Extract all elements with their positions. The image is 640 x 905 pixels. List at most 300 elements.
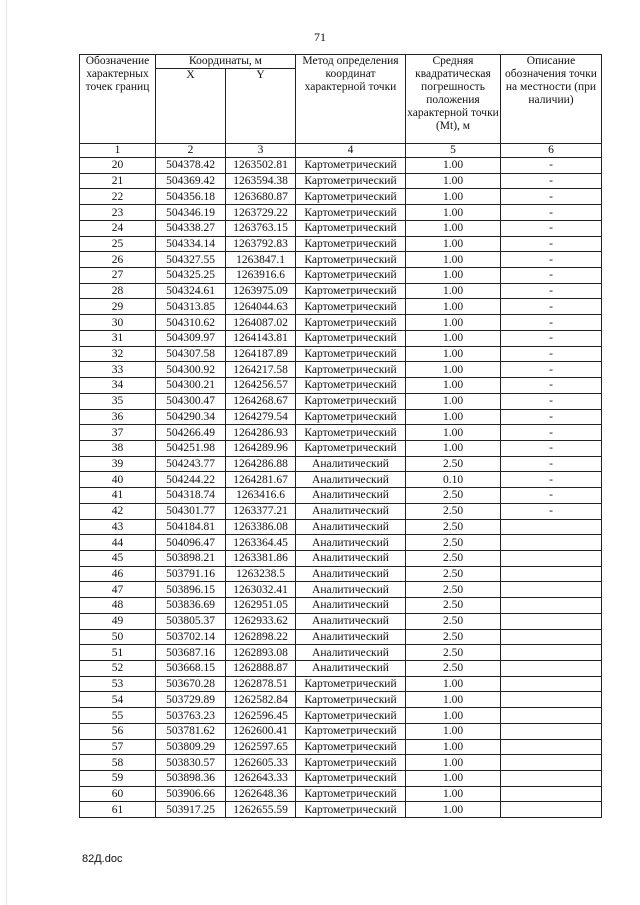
y-coordinate-cell: 1264286.88 bbox=[226, 456, 296, 472]
error-cell: 2.50 bbox=[406, 488, 501, 504]
point-number-cell: 25 bbox=[80, 236, 156, 252]
table-row bbox=[80, 252, 602, 268]
point-number-cell: 44 bbox=[80, 535, 156, 551]
method-cell: Картометрический bbox=[296, 440, 406, 456]
description-cell: - bbox=[501, 378, 602, 394]
method-cell: Картометрический bbox=[296, 158, 406, 174]
description-cell: - bbox=[501, 252, 602, 268]
table-row bbox=[80, 488, 602, 504]
method-cell: Аналитический bbox=[296, 503, 406, 519]
error-cell: 1.00 bbox=[406, 739, 501, 755]
x-coordinate-cell: 503763.23 bbox=[156, 708, 226, 724]
x-coordinate-cell: 504327.55 bbox=[156, 252, 226, 268]
description-cell bbox=[501, 566, 602, 582]
table-row bbox=[80, 409, 602, 425]
column-number: 2 bbox=[156, 144, 226, 158]
table-row bbox=[80, 708, 602, 724]
description-cell: - bbox=[501, 236, 602, 252]
table-row bbox=[80, 268, 602, 284]
description-cell: - bbox=[501, 158, 602, 174]
y-coordinate-cell: 1262933.62 bbox=[226, 613, 296, 629]
table-row bbox=[80, 739, 602, 755]
page-number: 71 bbox=[314, 30, 326, 44]
coordinates-table bbox=[79, 54, 602, 818]
description-cell: - bbox=[501, 393, 602, 409]
method-cell: Картометрический bbox=[296, 315, 406, 331]
y-coordinate-cell: 1262951.05 bbox=[226, 598, 296, 614]
description-cell bbox=[501, 613, 602, 629]
error-cell: 2.50 bbox=[406, 598, 501, 614]
y-coordinate-cell: 1262878.51 bbox=[226, 676, 296, 692]
description-cell bbox=[501, 550, 602, 566]
point-number-cell: 51 bbox=[80, 645, 156, 661]
table-row bbox=[80, 786, 602, 802]
method-cell: Картометрический bbox=[296, 755, 406, 771]
description-cell: - bbox=[501, 299, 602, 315]
table-row bbox=[80, 236, 602, 252]
table-row bbox=[80, 472, 602, 488]
method-cell: Аналитический bbox=[296, 645, 406, 661]
error-cell: 1.00 bbox=[406, 786, 501, 802]
point-number-cell: 20 bbox=[80, 158, 156, 174]
x-coordinate-cell: 504096.47 bbox=[156, 535, 226, 551]
y-coordinate-cell: 1262648.36 bbox=[226, 786, 296, 802]
table-row bbox=[80, 582, 602, 598]
y-coordinate-cell: 1263502.81 bbox=[226, 158, 296, 174]
y-coordinate-cell: 1262605.33 bbox=[226, 755, 296, 771]
point-number-cell: 29 bbox=[80, 299, 156, 315]
method-cell: Аналитический bbox=[296, 535, 406, 551]
column-number: 4 bbox=[296, 144, 406, 158]
table-row bbox=[80, 378, 602, 394]
description-cell bbox=[501, 629, 602, 645]
point-number-cell: 28 bbox=[80, 283, 156, 299]
header-coordinates: Координаты, м bbox=[156, 55, 296, 69]
description-cell: - bbox=[501, 503, 602, 519]
table-row bbox=[80, 440, 602, 456]
x-coordinate-cell: 504346.19 bbox=[156, 205, 226, 221]
method-cell: Картометрический bbox=[296, 362, 406, 378]
error-cell: 1.00 bbox=[406, 723, 501, 739]
column-number-row bbox=[80, 144, 602, 158]
y-coordinate-cell: 1263381.86 bbox=[226, 550, 296, 566]
point-number-cell: 34 bbox=[80, 378, 156, 394]
description-cell bbox=[501, 786, 602, 802]
x-coordinate-cell: 504324.61 bbox=[156, 283, 226, 299]
description-cell: - bbox=[501, 472, 602, 488]
error-cell: 2.50 bbox=[406, 582, 501, 598]
description-cell: - bbox=[501, 315, 602, 331]
method-cell: Картометрический bbox=[296, 802, 406, 818]
point-number-cell: 32 bbox=[80, 346, 156, 362]
point-number-cell: 33 bbox=[80, 362, 156, 378]
table-row bbox=[80, 692, 602, 708]
point-number-cell: 57 bbox=[80, 739, 156, 755]
error-cell: 1.00 bbox=[406, 440, 501, 456]
description-cell: - bbox=[501, 346, 602, 362]
description-cell: - bbox=[501, 330, 602, 346]
x-coordinate-cell: 504325.25 bbox=[156, 268, 226, 284]
point-number-cell: 59 bbox=[80, 771, 156, 787]
y-coordinate-cell: 1262898.22 bbox=[226, 629, 296, 645]
point-number-cell: 45 bbox=[80, 550, 156, 566]
table-row bbox=[80, 802, 602, 818]
error-cell: 2.50 bbox=[406, 645, 501, 661]
method-cell: Картометрический bbox=[296, 378, 406, 394]
description-cell bbox=[501, 676, 602, 692]
scan-edge bbox=[6, 0, 7, 905]
x-coordinate-cell: 504184.81 bbox=[156, 519, 226, 535]
error-cell: 1.00 bbox=[406, 692, 501, 708]
point-number-cell: 27 bbox=[80, 268, 156, 284]
table-row bbox=[80, 425, 602, 441]
description-cell bbox=[501, 598, 602, 614]
table-row bbox=[80, 189, 602, 205]
error-cell: 1.00 bbox=[406, 236, 501, 252]
y-coordinate-cell: 1262655.59 bbox=[226, 802, 296, 818]
error-cell: 1.00 bbox=[406, 268, 501, 284]
method-cell: Картометрический bbox=[296, 189, 406, 205]
table-row bbox=[80, 330, 602, 346]
point-number-cell: 38 bbox=[80, 440, 156, 456]
table-row bbox=[80, 771, 602, 787]
y-coordinate-cell: 1263763.15 bbox=[226, 220, 296, 236]
x-coordinate-cell: 504356.18 bbox=[156, 189, 226, 205]
point-number-cell: 47 bbox=[80, 582, 156, 598]
description-cell bbox=[501, 519, 602, 535]
method-cell: Картометрический bbox=[296, 346, 406, 362]
y-coordinate-cell: 1262596.45 bbox=[226, 708, 296, 724]
method-cell: Аналитический bbox=[296, 488, 406, 504]
y-coordinate-cell: 1263364.45 bbox=[226, 535, 296, 551]
point-number-cell: 60 bbox=[80, 786, 156, 802]
table-row bbox=[80, 598, 602, 614]
table-body bbox=[80, 158, 602, 818]
description-cell: - bbox=[501, 173, 602, 189]
point-number-cell: 37 bbox=[80, 425, 156, 441]
table-row bbox=[80, 220, 602, 236]
y-coordinate-cell: 1262643.33 bbox=[226, 771, 296, 787]
error-cell: 1.00 bbox=[406, 330, 501, 346]
error-cell: 2.50 bbox=[406, 503, 501, 519]
x-coordinate-cell: 503668.15 bbox=[156, 661, 226, 677]
method-cell: Картометрический bbox=[296, 220, 406, 236]
description-cell bbox=[501, 535, 602, 551]
x-coordinate-cell: 504318.74 bbox=[156, 488, 226, 504]
y-coordinate-cell: 1263729.22 bbox=[226, 205, 296, 221]
error-cell: 1.00 bbox=[406, 362, 501, 378]
y-coordinate-cell: 1264289.96 bbox=[226, 440, 296, 456]
y-coordinate-cell: 1263847.1 bbox=[226, 252, 296, 268]
point-number-cell: 30 bbox=[80, 315, 156, 331]
table-row bbox=[80, 283, 602, 299]
description-cell: - bbox=[501, 362, 602, 378]
error-cell: 1.00 bbox=[406, 283, 501, 299]
x-coordinate-cell: 503898.21 bbox=[156, 550, 226, 566]
error-cell: 2.50 bbox=[406, 661, 501, 677]
table-row bbox=[80, 676, 602, 692]
point-number-cell: 61 bbox=[80, 802, 156, 818]
error-cell: 0.10 bbox=[406, 472, 501, 488]
x-coordinate-cell: 503809.29 bbox=[156, 739, 226, 755]
point-number-cell: 40 bbox=[80, 472, 156, 488]
table-row bbox=[80, 205, 602, 221]
header-y: Y bbox=[226, 69, 296, 144]
table-row bbox=[80, 456, 602, 472]
y-coordinate-cell: 1262888.87 bbox=[226, 661, 296, 677]
y-coordinate-cell: 1263377.21 bbox=[226, 503, 296, 519]
x-coordinate-cell: 503830.57 bbox=[156, 755, 226, 771]
x-coordinate-cell: 503729.89 bbox=[156, 692, 226, 708]
method-cell: Картометрический bbox=[296, 409, 406, 425]
y-coordinate-cell: 1263032.41 bbox=[226, 582, 296, 598]
error-cell: 1.00 bbox=[406, 189, 501, 205]
table-row bbox=[80, 645, 602, 661]
description-cell: - bbox=[501, 488, 602, 504]
method-cell: Аналитический bbox=[296, 566, 406, 582]
description-cell: - bbox=[501, 205, 602, 221]
table-row bbox=[80, 550, 602, 566]
error-cell: 1.00 bbox=[406, 299, 501, 315]
error-cell: 1.00 bbox=[406, 158, 501, 174]
y-coordinate-cell: 1263594.38 bbox=[226, 173, 296, 189]
table-row bbox=[80, 299, 602, 315]
description-cell bbox=[501, 692, 602, 708]
method-cell: Аналитический bbox=[296, 472, 406, 488]
description-cell: - bbox=[501, 409, 602, 425]
point-number-cell: 26 bbox=[80, 252, 156, 268]
description-cell bbox=[501, 771, 602, 787]
error-cell: 2.50 bbox=[406, 519, 501, 535]
table-row bbox=[80, 661, 602, 677]
method-cell: Аналитический bbox=[296, 661, 406, 677]
y-coordinate-cell: 1263792.83 bbox=[226, 236, 296, 252]
description-cell bbox=[501, 739, 602, 755]
method-cell: Картометрический bbox=[296, 786, 406, 802]
error-cell: 2.50 bbox=[406, 566, 501, 582]
description-cell bbox=[501, 802, 602, 818]
y-coordinate-cell: 1264286.93 bbox=[226, 425, 296, 441]
file-name-footer: 82Д.doc bbox=[82, 853, 123, 865]
method-cell: Картометрический bbox=[296, 268, 406, 284]
x-coordinate-cell: 503687.16 bbox=[156, 645, 226, 661]
x-coordinate-cell: 504309.97 bbox=[156, 330, 226, 346]
x-coordinate-cell: 504266.49 bbox=[156, 425, 226, 441]
y-coordinate-cell: 1262597.65 bbox=[226, 739, 296, 755]
x-coordinate-cell: 504369.42 bbox=[156, 173, 226, 189]
method-cell: Картометрический bbox=[296, 283, 406, 299]
x-coordinate-cell: 503836.69 bbox=[156, 598, 226, 614]
point-number-cell: 52 bbox=[80, 661, 156, 677]
method-cell: Аналитический bbox=[296, 456, 406, 472]
table-row bbox=[80, 755, 602, 771]
table-row bbox=[80, 613, 602, 629]
point-number-cell: 22 bbox=[80, 189, 156, 205]
header-error: Средняя квадратическая погрешность положения характерной точки (Mt), м bbox=[406, 55, 501, 144]
point-number-cell: 56 bbox=[80, 723, 156, 739]
description-cell: - bbox=[501, 283, 602, 299]
error-cell: 2.50 bbox=[406, 535, 501, 551]
y-coordinate-cell: 1263238.5 bbox=[226, 566, 296, 582]
table-row bbox=[80, 346, 602, 362]
method-cell: Картометрический bbox=[296, 676, 406, 692]
y-coordinate-cell: 1263975.09 bbox=[226, 283, 296, 299]
description-cell: - bbox=[501, 189, 602, 205]
x-coordinate-cell: 504338.27 bbox=[156, 220, 226, 236]
method-cell: Картометрический bbox=[296, 299, 406, 315]
error-cell: 2.50 bbox=[406, 613, 501, 629]
point-number-cell: 58 bbox=[80, 755, 156, 771]
y-coordinate-cell: 1264044.63 bbox=[226, 299, 296, 315]
point-number-cell: 50 bbox=[80, 629, 156, 645]
point-number-cell: 48 bbox=[80, 598, 156, 614]
error-cell: 1.00 bbox=[406, 173, 501, 189]
point-number-cell: 55 bbox=[80, 708, 156, 724]
error-cell: 1.00 bbox=[406, 315, 501, 331]
method-cell: Картометрический bbox=[296, 739, 406, 755]
method-cell: Картометрический bbox=[296, 236, 406, 252]
error-cell: 1.00 bbox=[406, 676, 501, 692]
x-coordinate-cell: 503898.36 bbox=[156, 771, 226, 787]
method-cell: Картометрический bbox=[296, 205, 406, 221]
description-cell bbox=[501, 723, 602, 739]
error-cell: 2.50 bbox=[406, 629, 501, 645]
point-number-cell: 35 bbox=[80, 393, 156, 409]
x-coordinate-cell: 503781.62 bbox=[156, 723, 226, 739]
error-cell: 1.00 bbox=[406, 346, 501, 362]
y-coordinate-cell: 1262893.08 bbox=[226, 645, 296, 661]
method-cell: Картометрический bbox=[296, 252, 406, 268]
error-cell: 1.00 bbox=[406, 771, 501, 787]
y-coordinate-cell: 1262600.41 bbox=[226, 723, 296, 739]
description-cell bbox=[501, 645, 602, 661]
point-number-cell: 21 bbox=[80, 173, 156, 189]
x-coordinate-cell: 503896.15 bbox=[156, 582, 226, 598]
table-row bbox=[80, 315, 602, 331]
column-number: 3 bbox=[226, 144, 296, 158]
header-x: X bbox=[156, 69, 226, 144]
method-cell: Картометрический bbox=[296, 708, 406, 724]
x-coordinate-cell: 503791.16 bbox=[156, 566, 226, 582]
method-cell: Картометрический bbox=[296, 771, 406, 787]
table-row bbox=[80, 158, 602, 174]
method-cell: Аналитический bbox=[296, 598, 406, 614]
error-cell: 1.00 bbox=[406, 393, 501, 409]
y-coordinate-cell: 1264268.67 bbox=[226, 393, 296, 409]
method-cell: Картометрический bbox=[296, 723, 406, 739]
x-coordinate-cell: 504300.21 bbox=[156, 378, 226, 394]
method-cell: Картометрический bbox=[296, 173, 406, 189]
description-cell: - bbox=[501, 456, 602, 472]
y-coordinate-cell: 1264087.02 bbox=[226, 315, 296, 331]
error-cell: 2.50 bbox=[406, 456, 501, 472]
header-method: Метод определения координат характерной точки bbox=[296, 55, 406, 144]
x-coordinate-cell: 504243.77 bbox=[156, 456, 226, 472]
error-cell: 1.00 bbox=[406, 220, 501, 236]
table-row bbox=[80, 535, 602, 551]
point-number-cell: 41 bbox=[80, 488, 156, 504]
y-coordinate-cell: 1263916.6 bbox=[226, 268, 296, 284]
method-cell: Аналитический bbox=[296, 550, 406, 566]
description-cell: - bbox=[501, 220, 602, 236]
error-cell: 1.00 bbox=[406, 409, 501, 425]
y-coordinate-cell: 1264187.89 bbox=[226, 346, 296, 362]
description-cell: - bbox=[501, 425, 602, 441]
table-row bbox=[80, 566, 602, 582]
header-point: Обозначение характерных точек границ bbox=[80, 55, 156, 144]
method-cell: Аналитический bbox=[296, 629, 406, 645]
method-cell: Аналитический bbox=[296, 613, 406, 629]
table-row bbox=[80, 723, 602, 739]
x-coordinate-cell: 504334.14 bbox=[156, 236, 226, 252]
description-cell bbox=[501, 708, 602, 724]
point-number-cell: 46 bbox=[80, 566, 156, 582]
method-cell: Картометрический bbox=[296, 425, 406, 441]
error-cell: 1.00 bbox=[406, 755, 501, 771]
x-coordinate-cell: 504251.98 bbox=[156, 440, 226, 456]
point-number-cell: 23 bbox=[80, 205, 156, 221]
error-cell: 1.00 bbox=[406, 205, 501, 221]
x-coordinate-cell: 504300.47 bbox=[156, 393, 226, 409]
y-coordinate-cell: 1263680.87 bbox=[226, 189, 296, 205]
error-cell: 1.00 bbox=[406, 252, 501, 268]
y-coordinate-cell: 1263386.08 bbox=[226, 519, 296, 535]
column-number: 6 bbox=[501, 144, 602, 158]
table-row bbox=[80, 362, 602, 378]
y-coordinate-cell: 1264279.54 bbox=[226, 409, 296, 425]
x-coordinate-cell: 504244.22 bbox=[156, 472, 226, 488]
error-cell: 1.00 bbox=[406, 708, 501, 724]
description-cell bbox=[501, 755, 602, 771]
method-cell: Картометрический bbox=[296, 692, 406, 708]
x-coordinate-cell: 504310.62 bbox=[156, 315, 226, 331]
error-cell: 2.50 bbox=[406, 550, 501, 566]
column-number: 1 bbox=[80, 144, 156, 158]
x-coordinate-cell: 504378.42 bbox=[156, 158, 226, 174]
x-coordinate-cell: 503805.37 bbox=[156, 613, 226, 629]
point-number-cell: 36 bbox=[80, 409, 156, 425]
description-cell: - bbox=[501, 268, 602, 284]
y-coordinate-cell: 1264256.57 bbox=[226, 378, 296, 394]
method-cell: Аналитический bbox=[296, 519, 406, 535]
x-coordinate-cell: 503917.25 bbox=[156, 802, 226, 818]
table-row bbox=[80, 393, 602, 409]
method-cell: Картометрический bbox=[296, 393, 406, 409]
method-cell: Аналитический bbox=[296, 582, 406, 598]
y-coordinate-cell: 1264143.81 bbox=[226, 330, 296, 346]
y-coordinate-cell: 1264217.58 bbox=[226, 362, 296, 378]
x-coordinate-cell: 504313.85 bbox=[156, 299, 226, 315]
description-cell bbox=[501, 661, 602, 677]
column-number: 5 bbox=[406, 144, 501, 158]
error-cell: 1.00 bbox=[406, 802, 501, 818]
x-coordinate-cell: 504307.58 bbox=[156, 346, 226, 362]
point-number-cell: 49 bbox=[80, 613, 156, 629]
x-coordinate-cell: 504300.92 bbox=[156, 362, 226, 378]
header-description: Описание обозначения точки на местности (при наличии) bbox=[501, 55, 602, 144]
error-cell: 1.00 bbox=[406, 425, 501, 441]
x-coordinate-cell: 503670.28 bbox=[156, 676, 226, 692]
y-coordinate-cell: 1264281.67 bbox=[226, 472, 296, 488]
y-coordinate-cell: 1263416.6 bbox=[226, 488, 296, 504]
point-number-cell: 39 bbox=[80, 456, 156, 472]
table-row bbox=[80, 519, 602, 535]
point-number-cell: 24 bbox=[80, 220, 156, 236]
x-coordinate-cell: 503906.66 bbox=[156, 786, 226, 802]
point-number-cell: 53 bbox=[80, 676, 156, 692]
point-number-cell: 54 bbox=[80, 692, 156, 708]
table-row bbox=[80, 629, 602, 645]
